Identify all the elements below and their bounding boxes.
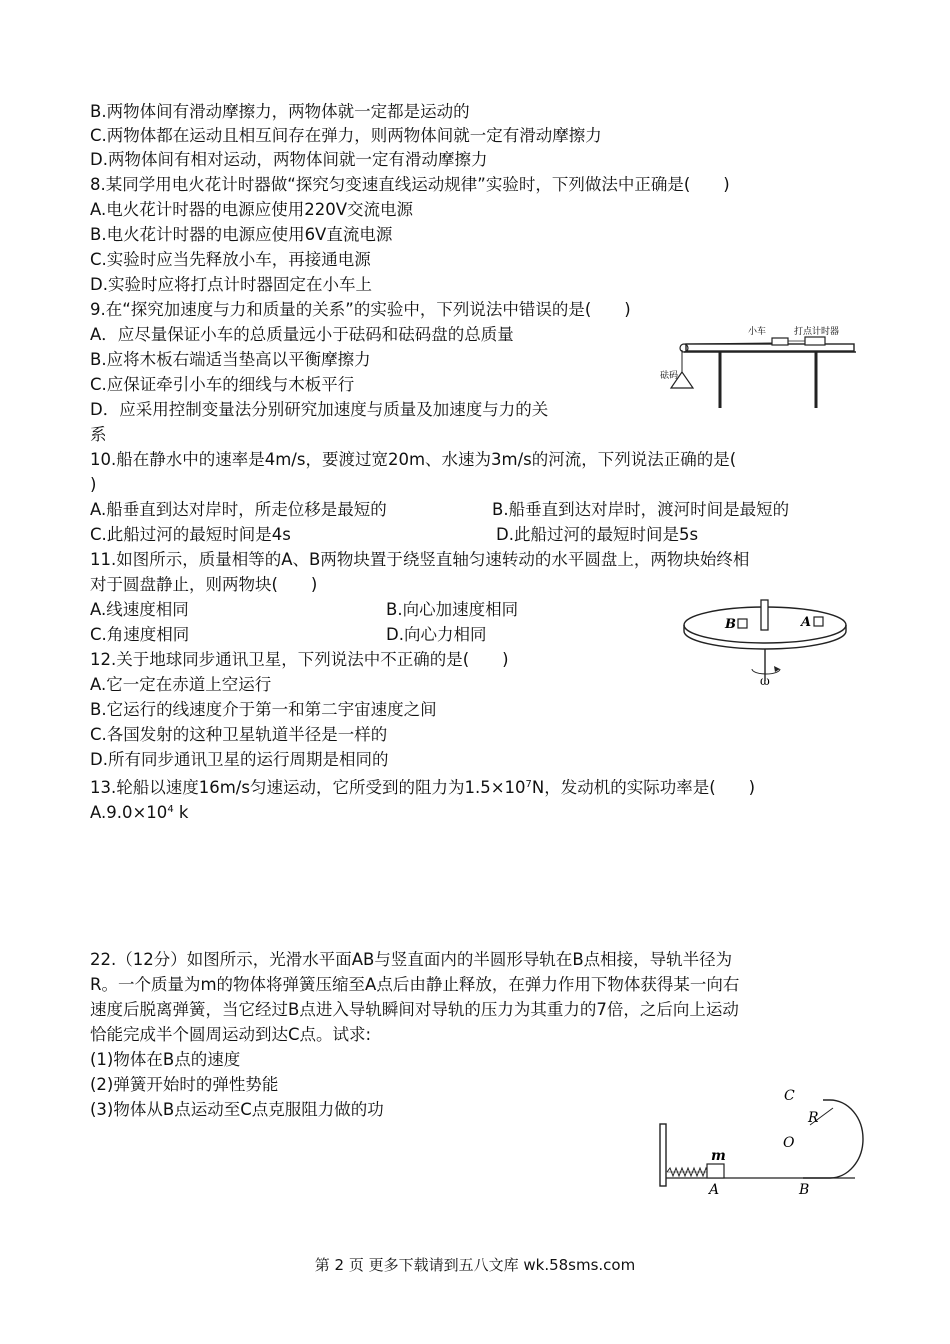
q12-option-c: C.各国发射的这种卫星轨道半径是一样的 (90, 725, 388, 744)
q22-stem-2: R。一个质量为m的物体将弹簧压缩至A点后由静止释放，在弹力作用下物体获得某一向右 (90, 975, 740, 994)
weight-label: 砝码 (660, 371, 679, 381)
q9-option-c: C.应保证牵引小车的细线与木板平行 (90, 375, 355, 394)
q11-option-d: D.向心力相同 (386, 625, 487, 644)
q11-option-b: B.向心加速度相同 (386, 600, 519, 619)
point-c-label: C (784, 1088, 795, 1104)
q10-option-a: A.船垂直到达对岸时，所走位移是最短的 (90, 500, 387, 519)
q9-option-d: D．应采用控制变量法分别研究加速度与质量及加速度与力的关 (90, 400, 549, 419)
q12-stem: 12.关于地球同步通讯卫星，下列说法中不正确的是( ) (90, 650, 509, 669)
q22-sub-3: (3)物体从B点运动至C点克服阻力做的功 (90, 1100, 384, 1119)
q9-option-b: B.应将木板右端适当垫高以平衡摩擦力 (90, 350, 371, 369)
q9-stem: 9.在“探究加速度与力和质量的关系”的实验中，下列说法中错误的是( ) (90, 300, 631, 319)
q22-stem-3: 速度后脱离弹簧，当它经过B点进入导轨瞬间对导轨的压力为其重力的7倍，之后向上运动 (90, 1000, 739, 1019)
q9-option-d-cont: 系 (90, 425, 107, 444)
q10-stem-cont: ) (90, 475, 97, 494)
q10-option-b: B.船垂直到达对岸时，渡河时间是最短的 (492, 500, 790, 519)
q7-option-c: C.两物体都在运动且相互间存在弹力，则两物体间就一定有滑动摩擦力 (90, 126, 602, 145)
q22-sub-2: (2)弹簧开始时的弹性势能 (90, 1075, 279, 1094)
q10-option-c: C.此船过河的最短时间是4s (90, 525, 291, 544)
q8-stem: 8.某同学用电火花计时器做“探究匀变速直线运动规律”实验时，下列做法中正确是( ) (90, 175, 730, 194)
omega-label: ω (760, 674, 770, 687)
q9-option-a: A．应尽量保证小车的总质量远小于砝码和砝码盘的总质量 (90, 325, 514, 344)
q22-sub-1: (1)物体在B点的速度 (90, 1050, 241, 1069)
cart-label: 小车 (748, 327, 767, 337)
timer-label: 打点计时器 (794, 327, 840, 337)
q11-option-a: A.线速度相同 (90, 600, 189, 619)
q22-stem: 22.（12分）如图所示，光滑水平面AB与竖直面内的半圆形导轨在B点相接，导轨半径为 (90, 950, 733, 969)
q7-option-d: D.两物体间有相对运动，两物体间就一定有滑动摩擦力 (90, 150, 488, 169)
q12-option-a: A.它一定在赤道上空运行 (90, 675, 272, 694)
q13-stem: 13.轮船以速度16m/s匀速运动，它所受到的阻力为$1.5\times 10^7N$，发动机的实际功率是( ) (90, 778, 756, 797)
point-b-label: B (799, 1182, 810, 1198)
q22-figure (655, 1080, 865, 1200)
radius-label: R (808, 1110, 819, 1126)
q8-option-b: B.电火花计时器的电源应使用6V直流电源 (90, 225, 393, 244)
q11-stem: 11.如图所示，质量相等的A、B两物块置于绕竖直轴匀速转动的水平圆盘上，两物块始终相 (90, 550, 750, 569)
q11-figure (680, 595, 850, 687)
q8-option-a: A.电火花计时器的电源应使用220V交流电源 (90, 200, 414, 219)
q9-figure (660, 322, 860, 412)
q7-option-b: B.两物体间有滑动摩擦力，两物体就一定都是运动的 (90, 102, 470, 121)
mass-label: m (711, 1148, 726, 1164)
q8-option-d: D.实验时应将打点计时器固定在小车上 (90, 275, 372, 294)
page-footer: 第 2 页 更多下载请到五八文库 wk.58sms.com (314, 1256, 636, 1274)
q11-stem-cont: 对于圆盘静止，则两物块( ) (90, 575, 318, 594)
q8-option-c: C.实验时应当先释放小车，再接通电源 (90, 250, 371, 269)
q12-option-d: D.所有同步通讯卫星的运行周期是相同的 (90, 750, 389, 769)
block-b-label: B (725, 617, 736, 632)
q13-option-a: $A.9.0\times 10^4$ k (90, 803, 189, 822)
center-o-label: O (783, 1135, 795, 1151)
point-a-label: A (709, 1182, 720, 1198)
q10-stem: 10.船在静水中的速率是4m/s，要渡过宽20m、水速为3m/s的河流，下列说法正确的是( (90, 450, 737, 469)
q10-option-d: D.此船过河的最短时间是5s (496, 525, 699, 544)
q12-option-b: B.它运行的线速度介于第一和第二宇宙速度之间 (90, 700, 437, 719)
q11-option-c: C.角速度相同 (90, 625, 190, 644)
block-a-label: A (801, 615, 812, 630)
q22-stem-4: 恰能完成半个圆周运动到达C点。试求: (90, 1025, 372, 1044)
